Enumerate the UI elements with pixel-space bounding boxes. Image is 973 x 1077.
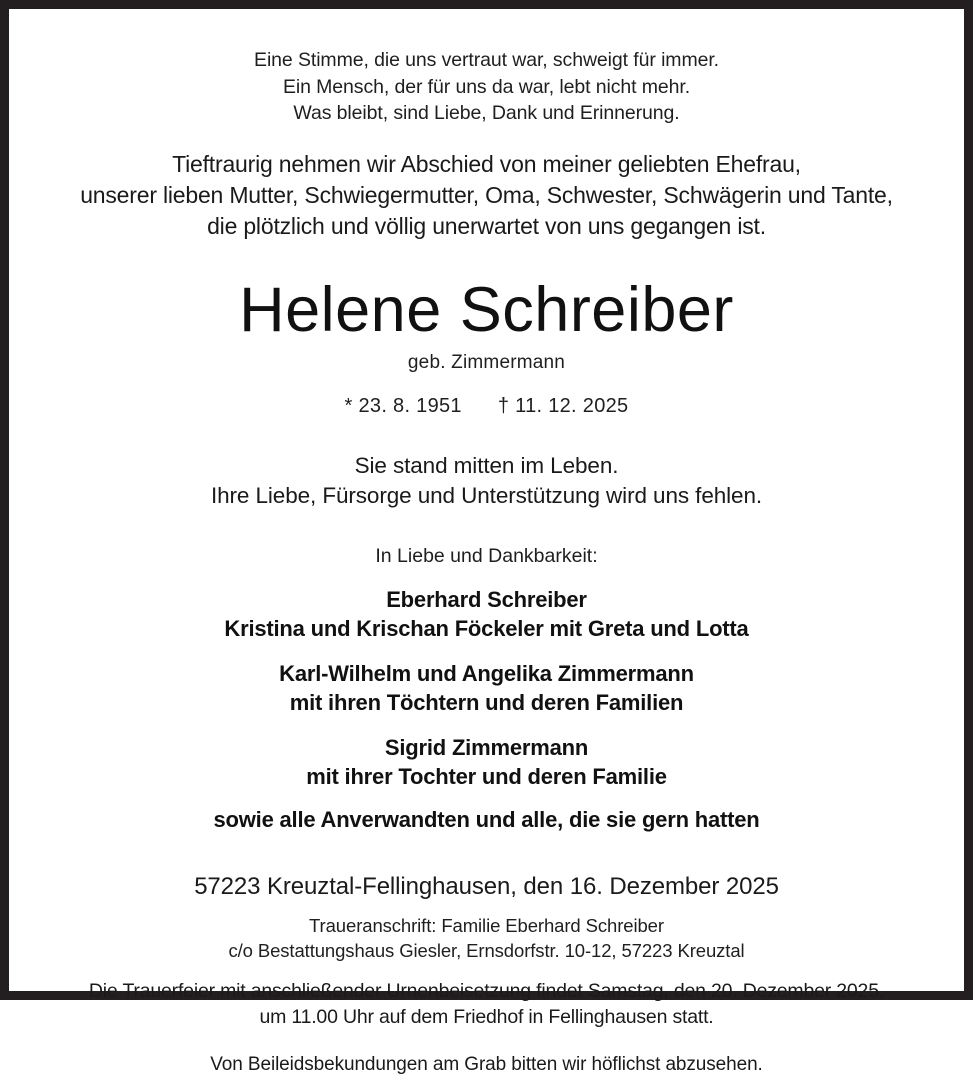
opening-verse-line: Ein Mensch, der für uns da war, lebt nicht mehr. xyxy=(282,75,691,98)
mourner-line: Eberhard Schreiber xyxy=(386,586,587,612)
mourner-line: Kristina und Krischan Föckeler mit Greta und Lotta xyxy=(224,615,749,641)
condolence-note: Von Beileidsbekundungen am Grab bitten wir höflichst abzusehen. xyxy=(210,1053,763,1075)
opening-verse-line: Was bleibt, sind Liebe, Dank und Erinnerung. xyxy=(293,102,680,124)
contact-address xyxy=(39,913,934,963)
contact-address-line: Traueranschrift: Familie Eberhard Schreiber xyxy=(309,914,664,936)
farewell-statement xyxy=(39,149,934,242)
ceremony-line: Die Trauerfeier mit anschließender Urnenbeisetzung findet Samstag, den 20. Dezember 2025, xyxy=(88,979,885,1002)
birth-date: * 23. 8. 1951 xyxy=(344,394,462,417)
mourner-line: Karl-Wilhelm und Angelika Zimmermann xyxy=(279,660,694,686)
mourner-line: mit ihren Töchtern und deren Familien xyxy=(289,689,684,715)
mourner-line: sowie alle Anverwandten und alle, die sie gern hatten xyxy=(213,806,760,832)
notice-content xyxy=(9,9,964,1077)
mourner-line: Sigrid Zimmermann xyxy=(384,734,589,760)
death-date: † 11. 12. 2025 xyxy=(497,394,629,417)
mourner-group xyxy=(39,805,934,834)
farewell-line: Tieftraurig nehmen wir Abschied von meiner geliebten Ehefrau, xyxy=(172,150,801,177)
farewell-line: unserer lieben Mutter, Schwiegermutter, Oma, Schwester, Schwägerin und Tante, xyxy=(80,181,893,208)
mourner-group xyxy=(39,659,934,717)
closing-verse-line: Ihre Liebe, Fürsorge und Unterstützung wird uns fehlen. xyxy=(210,482,763,508)
ceremony-line: um 11.00 Uhr auf dem Friedhof in Fellinghausen statt. xyxy=(259,1005,714,1028)
closing-verse xyxy=(39,451,934,511)
life-dates xyxy=(39,394,934,419)
mourner-line: mit ihrer Tochter und deren Familie xyxy=(306,763,667,789)
gratitude-heading: In Liebe und Dankbarkeit: xyxy=(375,544,598,567)
opening-verse xyxy=(39,47,934,127)
closing-verse-line: Sie stand mitten im Leben. xyxy=(354,452,619,478)
mourner-group xyxy=(39,733,934,791)
contact-address-line: c/o Bestattungshaus Giesler, Ernsdorfstr. 10-12, 57223 Kreuztal xyxy=(228,939,745,961)
mourner-group xyxy=(39,585,934,643)
farewell-line: die plötzlich und völlig unerwartet von uns gegangen ist. xyxy=(207,212,766,239)
place-and-date: 57223 Kreuztal-Fellinghausen, den 16. Dezember 2025 xyxy=(194,872,779,900)
opening-verse-line: Eine Stimme, die uns vertraut war, schweigt für immer. xyxy=(254,49,719,71)
deceased-name: Helene Schreiber xyxy=(239,274,734,345)
ceremony-information xyxy=(39,978,934,1030)
deceased-maiden-name: geb. Zimmermann xyxy=(407,351,566,373)
